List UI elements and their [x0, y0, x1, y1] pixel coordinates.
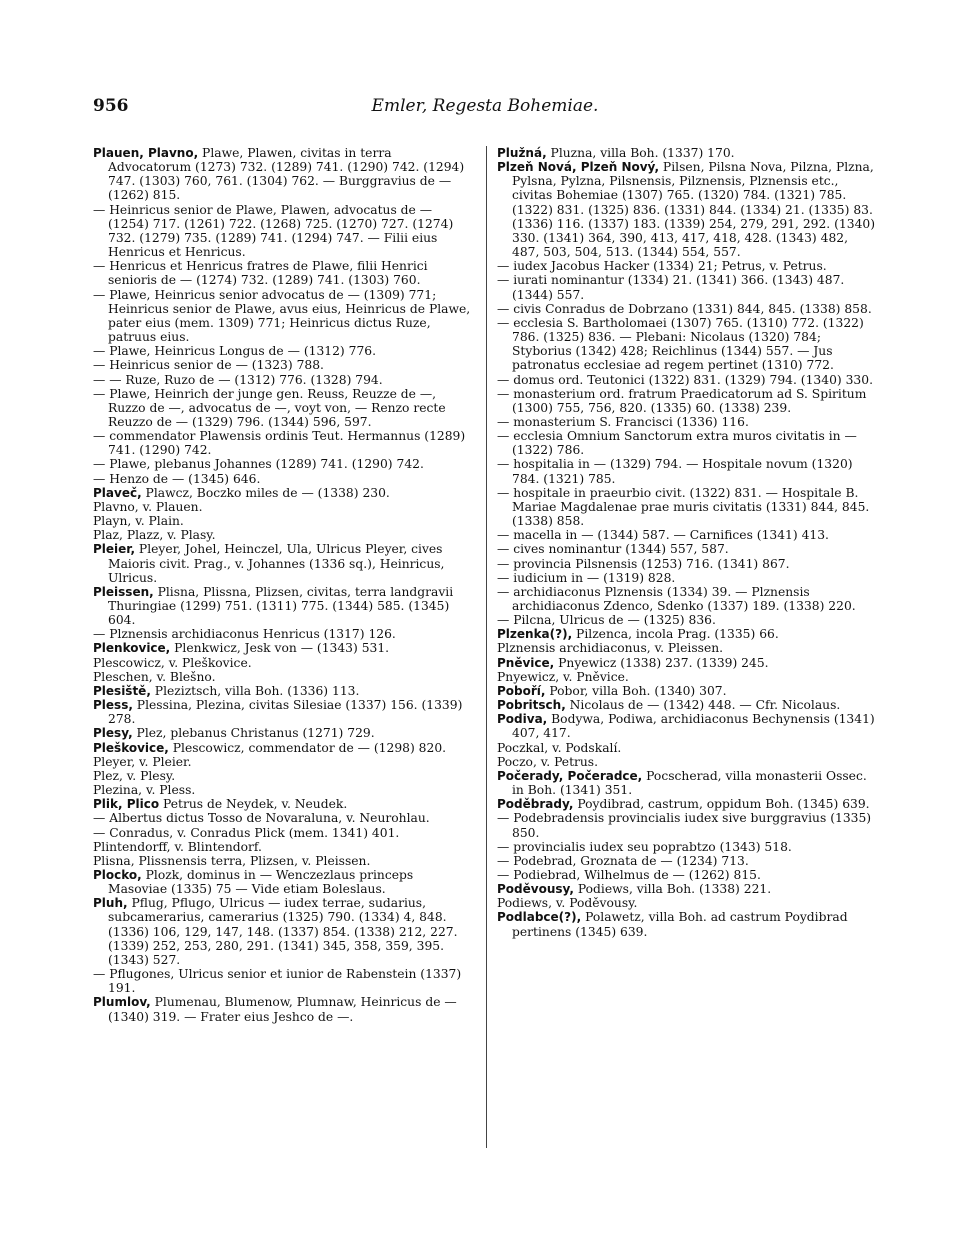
entry-text: Playn, v. Plain. [93, 514, 184, 529]
index-entry [93, 344, 473, 358]
entry-text: Plozk, dominus in — Wenczezlaus princeps Masoviae (1335) 75 — Vide etiam Boleslaus. [108, 867, 414, 897]
index-entry [497, 641, 877, 655]
entry-text: Pleyer, Johel, Heinczel, Ula, Ulricus Pleyer, cives Maioris civit. Prag., v. Johannes (1336 sq.), Heinricus, Ulricus. [108, 542, 445, 585]
index-entry [497, 429, 877, 457]
entry-headword: Plaveč, [93, 485, 142, 500]
index-entry [93, 542, 473, 584]
right-column [497, 146, 877, 939]
entry-text: Pleschen, v. Blešno. [93, 669, 216, 684]
index-entry [93, 797, 473, 811]
entry-headword: Plocko, [93, 867, 142, 882]
index-entry [93, 755, 473, 769]
index-entry [497, 797, 877, 811]
entry-text: Plessina, Plezina, civitas Silesiae (1337) 156. (1339) 278. [108, 698, 463, 727]
index-entry [497, 811, 877, 839]
index-entry [93, 514, 473, 528]
index-entry [497, 854, 877, 868]
entry-text: — Pilcna, Ulricus de — (1325) 836. [497, 613, 716, 628]
entry-text: Plavno, v. Plauen. [93, 499, 203, 514]
entry-text: Nicolaus de — (1342) 448. — Cfr. Nicolaus. [565, 698, 841, 713]
entry-text: — Henzo de — (1345) 646. [93, 471, 261, 486]
entry-text: — Pflugones, Ulricus senior et iunior de Rabenstein (1337) 191. [93, 967, 462, 996]
entry-headword: Plzenka(?), [497, 627, 573, 642]
index-entry [93, 826, 473, 840]
index-entry [497, 387, 877, 415]
entry-text: Poydibrad, castrum, oppidum Boh. (1345) 639. [573, 797, 870, 812]
entry-headword: Pluh, [93, 896, 128, 911]
entry-text: Plez, plebanus Christanus (1271) 729. [132, 726, 375, 741]
index-entry [93, 358, 473, 372]
index-entry [497, 160, 877, 259]
index-entry [93, 726, 473, 740]
entry-text: — iudex Jacobus Hacker (1334) 21; Petrus, v. Petrus. [497, 259, 827, 274]
index-entry [497, 146, 877, 160]
entry-text: Plawe, Plawen, civitas in terra Advocatorum (1273) 732. (1289) 741. (1290) 742. (1294) 747. (1303) 760, 761. (1304) 762. — Burggravius de — (1262) 815. [108, 146, 465, 203]
index-entry [93, 585, 473, 627]
entry-headword: Poděbrady, [497, 797, 574, 812]
index-entry [497, 316, 877, 373]
entry-text: — Plawe, Heinrich der junge gen. Reuss, Reuzze de —, Ruzzo de —, advocatus de —, voyt von, — Renzo recte Reuzzo de — (1329) 796. (1344) 596, 597. [93, 386, 446, 429]
index-entry [93, 684, 473, 698]
entry-text: — Plawe, Heinricus senior advocatus de — (1309) 771; Heinricus senior de Plawe, avus eius, Heinricus de Plawe, pater eius (mem. 1309) 771; Heinricus dictus Ruze, patruus eius. [93, 287, 471, 345]
index-entry [93, 387, 473, 429]
entry-text: Plescowicz, commendator de — (1298) 820. [168, 740, 447, 755]
entry-text: — ecclesia S. Bartholomaei (1307) 765. (1310) 772. (1322) 786. (1325) 836. — Plebani: Nicolaus (1320) 784; Styborius (1342) 428; Reichlinus (1344) 557. — Jus patronatus ecclesiae ad regem pertinet (1310) 772. [497, 315, 864, 373]
entry-text: — archidiaconus Plznensis (1334) 39. — Plznensis archidiaconus Zdenco, Sdenko (1337) 189. (1338) 220. [497, 584, 856, 613]
index-entry [93, 486, 473, 500]
index-entry [497, 302, 877, 316]
index-entry [497, 769, 877, 797]
entry-headword: Plumlov, [93, 995, 151, 1010]
index-entry [93, 641, 473, 655]
entry-headword: Počerady, Počeradce, [497, 768, 643, 783]
entry-text: Petrus de Neydek, v. Neudek. [159, 797, 348, 812]
index-entry [93, 288, 473, 345]
index-entry [497, 557, 877, 571]
entry-text: — provincialis iudex seu poprabtzo (1343) 518. [497, 839, 792, 854]
entry-headword: Poboří, [497, 683, 546, 698]
index-entry [497, 457, 877, 485]
entry-text: Plezina, v. Pless. [93, 783, 196, 798]
entry-text: Plisna, Plissnensis terra, Plizsen, v. Pleissen. [93, 853, 371, 868]
index-entry [497, 910, 877, 938]
entry-text: Plez, v. Plesy. [93, 768, 176, 783]
index-entry [497, 670, 877, 684]
entry-text: Pilzenca, incola Prag. (1335) 66. [572, 627, 779, 642]
index-entry [497, 273, 877, 301]
index-entry [93, 783, 473, 797]
entry-text: — — Ruze, Ruzo de — (1312) 776. (1328) 794. [93, 372, 383, 387]
entry-text: — Albertus dictus Tosso de Novaraluna, v. Neurohlau. [93, 811, 430, 826]
index-entry [93, 457, 473, 471]
entry-text: — Plawe, Heinricus Longus de — (1312) 776. [93, 344, 376, 359]
entry-headword: Plenkovice, [93, 641, 171, 656]
entry-text: — Podebrad, Groznata de — (1234) 713. [497, 853, 749, 868]
entry-headword: Plužná, [497, 146, 547, 160]
entry-text: — Henricus et Henricus fratres de Plawe, filii Henrici senioris de — (1274) 732. (1289) 741. (1303) 760. [93, 259, 428, 288]
entry-text: Pilsen, Pilsna Nova, Pilzna, Plzna, Pylsna, Pylzna, Pilsnensis, Pilznensis, Plznensis etc., civitas Bohemiae (1307) 765. (1320) 784. (1321) 785. (1322) 831. (1325) 836. (1331) 844. (1334) 21. (1335) 83. (1336) 116. (1337) 183. (1339) 254, 279, 291, 292. (1340) 330. (1341) 364, 390, 413, 417, 418, 428. (1343) 482, 487, 503, 504, 513. (1344) 554, 557. [512, 160, 876, 260]
index-entry [497, 868, 877, 882]
entry-text: — Heinricus senior de Plawe, Plawen, advocatus de — (1254) 717. (1261) 722. (1268) 725. (1270) 727. (1274) 732. (1279) 735. (1289) 741. (1294) 747. — Filii eius Henricus et Henricus. [93, 202, 454, 260]
entry-text: Plaz, Plazz, v. Plasy. [93, 528, 216, 543]
index-entry [93, 995, 473, 1023]
entry-headword: Pleškovice, [93, 740, 169, 755]
entry-text: — iudicium in — (1319) 828. [497, 570, 676, 585]
index-entry [497, 627, 877, 641]
index-entry [93, 811, 473, 825]
entry-text: Podiews, villa Boh. (1338) 221. [573, 882, 772, 897]
entry-text: — Plznensis archidiaconus Henricus (1317) 126. [93, 627, 396, 642]
entry-text: — Conradus, v. Conradus Plick (mem. 1341) 401. [93, 825, 400, 840]
index-entry [497, 684, 877, 698]
index-entry [497, 585, 877, 613]
entry-text: Poczo, v. Petrus. [497, 754, 599, 769]
entry-text: — Plawe, plebanus Johannes (1289) 741. (1290) 742. [93, 457, 424, 472]
entry-text: Plenkwicz, Jesk von — (1343) 531. [170, 641, 390, 656]
entry-text: — civis Conradus de Dobrzano (1331) 844, 845. (1338) 858. [497, 301, 872, 316]
entry-text: — hospitalia in — (1329) 794. — Hospitale novum (1320) 784. (1321) 785. [497, 457, 853, 486]
index-entry [93, 472, 473, 486]
index-entry [497, 486, 877, 528]
entry-text: — Podiebrad, Wilhelmus de — (1262) 815. [497, 867, 761, 882]
entry-text: — monasterium S. Francisci (1336) 116. [497, 414, 749, 429]
index-entry [497, 882, 877, 896]
index-entry [497, 840, 877, 854]
index-entry [93, 896, 473, 967]
index-entry [93, 670, 473, 684]
entry-text: — provincia Pilsnensis (1253) 716. (1341) 867. [497, 556, 790, 571]
entry-text: Pleziztsch, villa Boh. (1336) 113. [150, 683, 360, 698]
index-entry [93, 528, 473, 542]
entry-text: — iurati nominantur (1334) 21. (1341) 366. (1343) 487. (1344) 557. [497, 273, 845, 302]
entry-text: Pobor, villa Boh. (1340) 307. [545, 683, 727, 698]
entry-headword: Pněvice, [497, 655, 555, 670]
index-entry [93, 627, 473, 641]
entry-headword: Podiva, [497, 712, 548, 727]
index-entry [93, 741, 473, 755]
left-column [93, 146, 473, 1024]
entry-text: — monasterium ord. fratrum Praedicatorum ad S. Spiritum (1300) 755, 756, 820. (1335) 60. (1338) 239. [497, 386, 867, 415]
entry-text: Pflug, Pflugo, Ulricus — iudex terrae, sudarius, subcamerarius, camerarius (1325) 790. (1334) 4, 848. (1336) 106, 129, 147, 148. (1337) 854. (1338) 212, 227. (1339) 252, 253, 280, 291. (1341) 345, 358, 359, 395. (1343) 527. [108, 896, 458, 967]
entry-headword: Plesiště, [93, 683, 151, 698]
index-entry [497, 613, 877, 627]
entry-text: Pnyewicz (1338) 237. (1339) 245. [554, 655, 769, 670]
index-entry [93, 840, 473, 854]
entry-headword: Plik, Plico [93, 797, 160, 812]
index-entry [497, 542, 877, 556]
page-header [93, 96, 877, 120]
index-entry [93, 967, 473, 995]
index-entry [497, 741, 877, 755]
entry-text: Plznensis archidiaconus, v. Pleissen. [497, 641, 724, 656]
entry-text: Plumenau, Blumenow, Plumnaw, Heinricus de — (1340) 319. — Frater eius Jeshco de —. [108, 995, 457, 1024]
index-entry [93, 769, 473, 783]
entry-text: Pleyer, v. Pleier. [93, 754, 192, 769]
index-entry [497, 259, 877, 273]
index-entry [93, 656, 473, 670]
index-entry [497, 373, 877, 387]
entry-text: Pnyewicz, v. Pněvice. [497, 669, 629, 684]
index-entry [497, 571, 877, 585]
entry-text: Pocscherad, villa monasterii Ossec. in Boh. (1341) 351. [512, 768, 867, 798]
entry-text: Plawcz, Boczko miles de — (1338) 230. [141, 485, 390, 500]
index-entry [497, 698, 877, 712]
entry-text: — macella in — (1344) 587. — Carnifices (1341) 413. [497, 528, 829, 543]
entry-headword: Plzeň Nová, Plzeň Nový, [497, 160, 660, 175]
entry-text: — domus ord. Teutonici (1322) 831. (1329) 794. (1340) 330. [497, 372, 873, 387]
entry-text: — ecclesia Omnium Sanctorum extra muros civitatis in — (1322) 786. [497, 429, 857, 458]
entry-text: — Podebradensis provincialis iudex sive burggravius (1335) 850. [497, 811, 872, 840]
index-entry [93, 203, 473, 260]
index-entry [497, 712, 877, 740]
index-entry [93, 259, 473, 287]
index-entry [497, 656, 877, 670]
index-entry [93, 854, 473, 868]
entry-text: Podiews, v. Poděvousy. [497, 896, 638, 911]
column-divider [486, 146, 487, 1148]
index-entry [497, 415, 877, 429]
index-entry [497, 755, 877, 769]
entry-text: Poczkal, v. Podskalí. [497, 740, 622, 755]
index-entry [93, 868, 473, 896]
index-entry [497, 528, 877, 542]
running-title: Emler, Regesta Bohemiae. [371, 96, 599, 116]
entry-headword: Plesy, [93, 726, 133, 741]
page-number: 956 [93, 96, 129, 116]
index-entry [93, 429, 473, 457]
entry-text: — hospitale in praeurbio civit. (1322) 831. — Hospitale B. Mariae Magdalenae prae muris civitatis (1331) 844, 845. (1338) 858. [497, 485, 870, 529]
entry-text: Bodywa, Podiwa, archidiaconus Bechynensis (1341) 407, 417. [512, 712, 875, 741]
index-entry [93, 698, 473, 726]
entry-headword: Plauen, Plavno, [93, 146, 199, 160]
entry-headword: Pobritsch, [497, 698, 566, 713]
index-entry [93, 500, 473, 514]
index-entry [93, 146, 473, 203]
entry-headword: Pleissen, [93, 584, 154, 599]
entry-text: Plisna, Plissna, Plizsen, civitas, terra landgravii Thuringiae (1299) 751. (1311) 775. (1344) 585. (1345) 604. [108, 584, 454, 628]
entry-headword: Pless, [93, 698, 133, 713]
entry-headword: Pleier, [93, 542, 136, 557]
entry-text: — commendator Plawensis ordinis Teut. Hermannus (1289) 741. (1290) 742. [93, 429, 466, 458]
entry-text: — Heinricus senior de — (1323) 788. [93, 358, 324, 373]
entry-text: Plescowicz, v. Pleškovice. [93, 655, 252, 670]
entry-text: Pluzna, villa Boh. (1337) 170. [546, 146, 735, 160]
entry-text: Plintendorff, v. Blintendorf. [93, 839, 262, 854]
entry-headword: Poděvousy, [497, 882, 574, 897]
index-entry [93, 373, 473, 387]
index-entry [497, 896, 877, 910]
entry-text: Polawetz, villa Boh. ad castrum Poydibrad pertinens (1345) 639. [512, 910, 848, 939]
entry-headword: Podlabce(?), [497, 910, 582, 925]
entry-text: — cives nominantur (1344) 557, 587. [497, 542, 729, 557]
